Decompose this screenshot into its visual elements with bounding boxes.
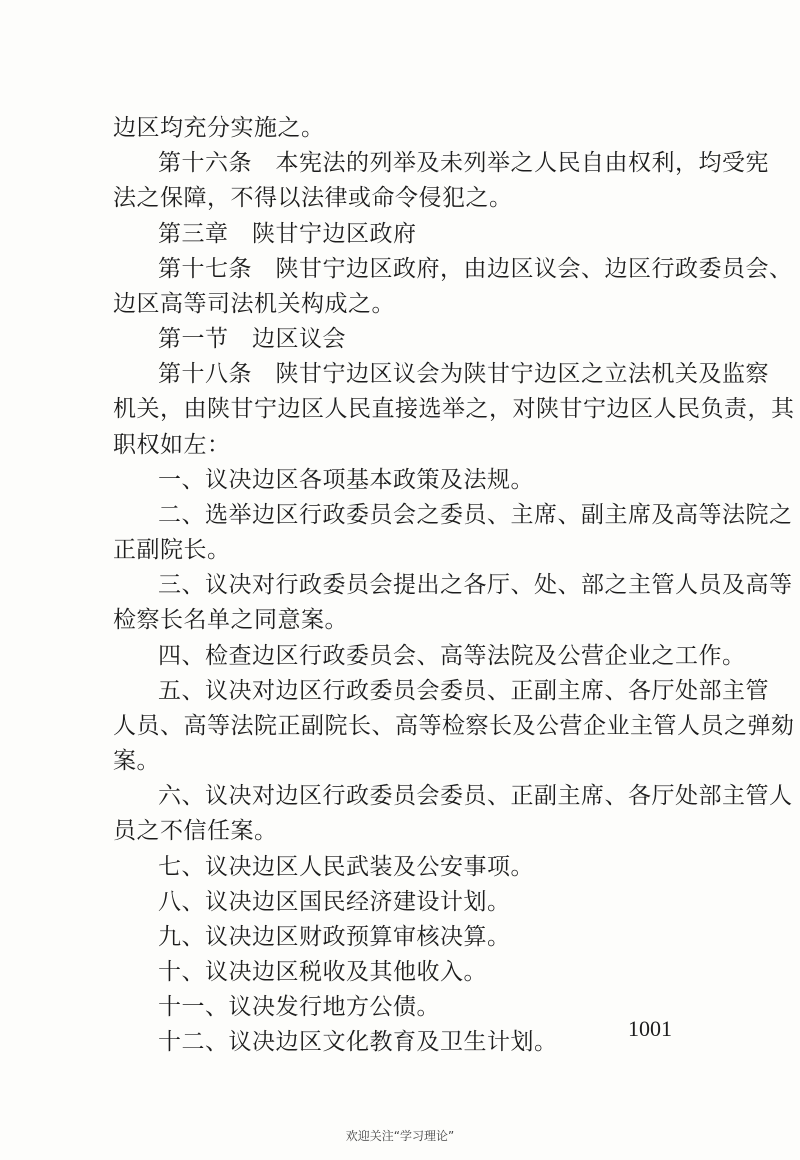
list-item-4: 四、检查边区行政委员会、高等法院及公营企业之工作。: [158, 643, 746, 669]
list-item-5: 五、议决对边区行政委员会委员、正副主席、各厅处部主管: [158, 678, 769, 704]
text-line: 边区高等司法机关构成之。: [113, 291, 395, 317]
text-line: 案。: [113, 748, 160, 774]
list-item-11: 十一、议决发行地方公债。: [158, 994, 440, 1020]
text-line: 人员、高等法院正副院长、高等检察长及公营企业主管人员之弹劾: [113, 713, 795, 739]
text-line: 员之不信任案。: [113, 818, 278, 844]
list-item-3: 三、议决对行政委员会提出之各厅、处、部之主管人员及高等: [158, 572, 793, 598]
footer-caption: 欢迎关注“学习理论”: [345, 1129, 455, 1143]
list-item-9: 九、议决边区财政预算审核决算。: [158, 924, 511, 950]
text-line: 检察长名单之同意案。: [113, 607, 348, 633]
list-item-6: 六、议决对边区行政委员会委员、正副主席、各厅处部主管人: [158, 783, 793, 809]
list-item-8: 八、议决边区国民经济建设计划。: [158, 889, 511, 915]
chapter-3-heading: 第三章 陕甘宁边区政府: [158, 221, 417, 247]
article-16-line-1: 第十六条 本宪法的列举及未列举之人民自由权利，均受宪: [158, 150, 769, 176]
article-18-line-1: 第十八条 陕甘宁边区议会为陕甘宁边区之立法机关及监察: [158, 361, 769, 387]
text-line: 机关，由陕甘宁边区人民直接选举之，对陕甘宁边区人民负责，其: [113, 396, 795, 422]
article-17-line-1: 第十七条 陕甘宁边区政府，由边区议会、边区行政委员会、: [158, 256, 793, 282]
text-line: 正副院长。: [113, 537, 231, 563]
section-1-heading: 第一节 边区议会: [158, 326, 346, 352]
list-item-12: 十二、议决边区文化教育及卫生计划。: [158, 1029, 558, 1055]
page-number: 1001: [628, 1016, 672, 1041]
text-line: 边区均充分实施之。: [113, 115, 325, 141]
text-line: 法之保障，不得以法律或命令侵犯之。: [113, 185, 513, 211]
list-item-10: 十、议决边区税收及其他收入。: [158, 959, 487, 985]
list-item-1: 一、议决边区各项基本政策及法规。: [158, 467, 534, 493]
list-item-7: 七、议决边区人民武装及公安事项。: [158, 854, 534, 880]
text-line: 职权如左：: [113, 432, 231, 458]
list-item-2: 二、选举边区行政委员会之委员、主席、副主席及高等法院之: [158, 502, 793, 528]
